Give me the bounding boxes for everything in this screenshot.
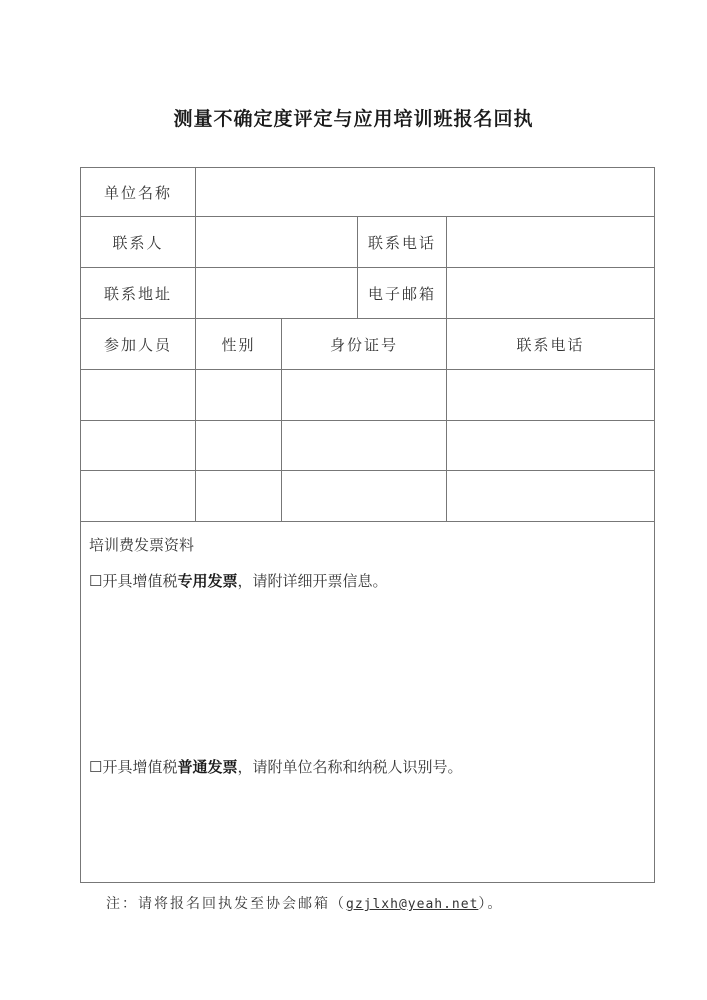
page-title: 测量不确定度评定与应用培训班报名回执	[173, 108, 534, 130]
participant-1-id-field[interactable]	[281, 369, 447, 421]
address-label: 联系地址	[80, 267, 196, 319]
participant-3-id-field[interactable]	[281, 470, 447, 522]
participant-3-name-field[interactable]	[80, 470, 196, 522]
option-normal-suffix: ，请附单位名称和纳税人识别号。	[237, 758, 463, 776]
participants-header-name: 参加人员	[80, 318, 196, 370]
participant-3-phone-field[interactable]	[446, 470, 655, 522]
contact-person-field[interactable]	[195, 216, 358, 268]
contact-phone-label: 联系电话	[357, 216, 447, 268]
address-field[interactable]	[195, 267, 358, 319]
checkbox-icon[interactable]: ☐	[89, 758, 103, 776]
participants-header-gender: 性别	[195, 318, 282, 370]
email-field[interactable]	[446, 267, 655, 319]
invoice-section	[80, 521, 655, 883]
participant-1-phone-field[interactable]	[446, 369, 655, 421]
participant-3-gender-field[interactable]	[195, 470, 282, 522]
participant-2-phone-field[interactable]	[446, 420, 655, 471]
email-label: 电子邮箱	[357, 267, 447, 319]
option-special-suffix: ，请附详细开票信息。	[237, 572, 388, 590]
contact-person-label: 联系人	[80, 216, 196, 268]
option-normal-prefix: 开具增值税	[102, 758, 178, 776]
participant-2-id-field[interactable]	[281, 420, 447, 471]
unit-name-field[interactable]	[195, 167, 655, 217]
note-suffix: ）。	[478, 896, 504, 912]
checkbox-icon[interactable]: ☐	[89, 572, 103, 590]
invoice-option-special[interactable]	[89, 570, 388, 591]
unit-name-label: 单位名称	[80, 167, 196, 217]
option-normal-bold: 普通发票	[177, 758, 238, 776]
footer-note	[106, 893, 503, 913]
invoice-heading: 培训费发票资料	[89, 536, 195, 554]
participant-2-name-field[interactable]	[80, 420, 196, 471]
participant-1-gender-field[interactable]	[195, 369, 282, 421]
invoice-option-normal[interactable]	[89, 756, 463, 777]
participant-2-gender-field[interactable]	[195, 420, 282, 471]
participants-header-id: 身份证号	[281, 318, 447, 370]
association-email-link[interactable]: gzjlxh@yeah.net	[346, 897, 479, 912]
option-special-prefix: 开具增值税	[102, 572, 178, 590]
note-prefix: 注：请将报名回执发至协会邮箱（	[106, 896, 346, 912]
participants-header-phone: 联系电话	[446, 318, 655, 370]
contact-phone-field[interactable]	[446, 216, 655, 268]
option-special-bold: 专用发票	[177, 572, 238, 590]
participant-1-name-field[interactable]	[80, 369, 196, 421]
